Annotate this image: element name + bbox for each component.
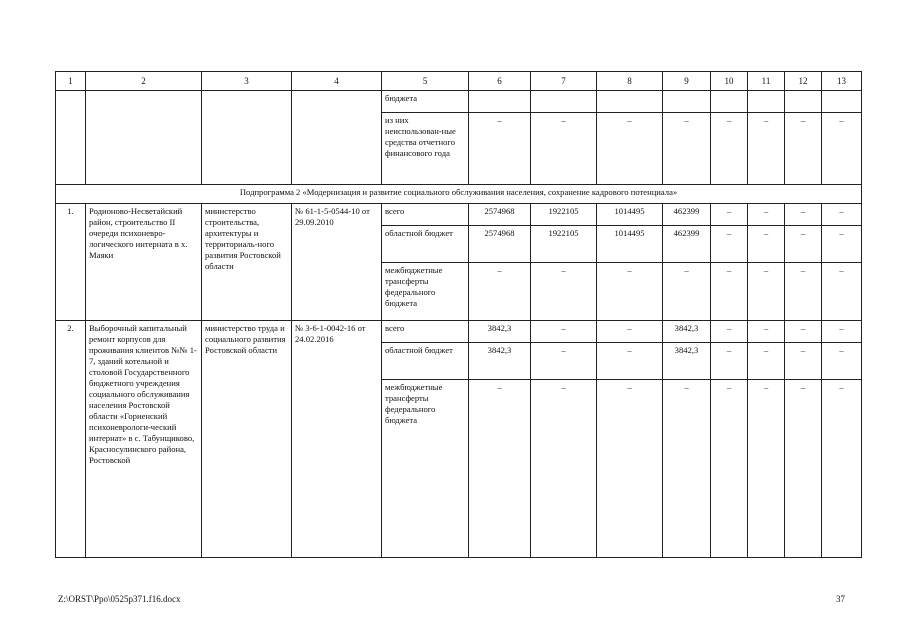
- value-cell: –: [531, 321, 597, 343]
- value-cell: 1922105: [531, 226, 597, 263]
- value-cell: –: [597, 343, 663, 380]
- value-cell: –: [711, 113, 748, 185]
- value-cell: –: [748, 321, 785, 343]
- value-cell: 1922105: [531, 204, 597, 226]
- value-cell: 3842,3: [469, 321, 531, 343]
- cell-empty: [785, 91, 822, 113]
- col-header: 7: [531, 72, 597, 91]
- value-cell: –: [531, 343, 597, 380]
- value-cell: –: [822, 321, 862, 343]
- value-cell: –: [822, 113, 862, 185]
- header-row: [56, 72, 862, 91]
- subprogram-title: Подпрограмма 2 «Модернизация и развитие социального обслуживания населения, сохранение кадрового потенциала»: [56, 185, 862, 204]
- page-number: 37: [836, 594, 845, 604]
- value-cell: 3842,3: [663, 321, 711, 343]
- value-cell: –: [711, 343, 748, 380]
- value-cell: –: [597, 380, 663, 558]
- funding-source-label: всего: [382, 204, 469, 226]
- col-header: 11: [748, 72, 785, 91]
- col-header: 12: [785, 72, 822, 91]
- file-path: Z:\ORST\Ppo\0525p371.f16.docx: [58, 594, 181, 604]
- value-cell: –: [785, 226, 822, 263]
- value-cell: –: [785, 263, 822, 321]
- value-cell: –: [711, 321, 748, 343]
- value-cell: –: [748, 380, 785, 558]
- value-cell: 1014495: [597, 226, 663, 263]
- table-row: [56, 91, 862, 113]
- col-header: 4: [292, 72, 382, 91]
- value-cell: 462399: [663, 204, 711, 226]
- value-cell: –: [748, 204, 785, 226]
- value-cell: –: [663, 263, 711, 321]
- value-cell: –: [785, 204, 822, 226]
- object-name: Выборочный капитальный ремонт корпусов для проживания клиентов №№ 1-7, зданий котельной и столовой Государственного бюджетного учреждения социального обслуживания населения Ростовской области «Гориенский психоневрологи-ческий интернат» в с. Табунщиково, Красносулинского района, Ростовской: [86, 321, 202, 558]
- cell-empty: [292, 91, 382, 185]
- funding-source-label: всего: [382, 321, 469, 343]
- approval-document: № 61-1-5-0544-10 от 29.09.2010: [292, 204, 382, 321]
- col-header: 8: [597, 72, 663, 91]
- item-number: 1.: [56, 204, 86, 321]
- value-cell: –: [748, 343, 785, 380]
- funding-source-label: межбюджетные трансферты федерального бюджета: [382, 263, 469, 321]
- value-cell: –: [822, 263, 862, 321]
- cell-empty: [711, 91, 748, 113]
- col-header: 10: [711, 72, 748, 91]
- value-cell: –: [531, 380, 597, 558]
- funding-source-label: бюджета: [382, 91, 469, 113]
- cell-empty: [663, 91, 711, 113]
- cell-empty: [86, 91, 202, 185]
- funding-source-label: областной бюджет: [382, 343, 469, 380]
- table-row: [56, 204, 862, 226]
- value-cell: 3842,3: [469, 343, 531, 380]
- cell-empty: [531, 91, 597, 113]
- item-number: 2.: [56, 321, 86, 558]
- value-cell: –: [748, 113, 785, 185]
- responsible-org: министерство труда и социального развития Ростовской области: [202, 321, 292, 558]
- col-header: 2: [86, 72, 202, 91]
- value-cell: –: [663, 380, 711, 558]
- col-header: 6: [469, 72, 531, 91]
- value-cell: –: [711, 204, 748, 226]
- value-cell: –: [663, 113, 711, 185]
- funding-source-label: из них неиспользован-ные средства отчетного финансового года: [382, 113, 469, 185]
- col-header: 13: [822, 72, 862, 91]
- value-cell: 2574968: [469, 204, 531, 226]
- col-header: 3: [202, 72, 292, 91]
- col-header: 5: [382, 72, 469, 91]
- value-cell: –: [711, 226, 748, 263]
- value-cell: –: [822, 343, 862, 380]
- value-cell: –: [469, 380, 531, 558]
- value-cell: –: [597, 113, 663, 185]
- value-cell: –: [785, 343, 822, 380]
- value-cell: –: [711, 263, 748, 321]
- funding-source-label: межбюджетные трансферты федерального бюджета: [382, 380, 469, 558]
- cell-empty: [469, 91, 531, 113]
- responsible-org: министерство строительства, архитектуры и территориаль-ного развития Ростовской области: [202, 204, 292, 321]
- value-cell: –: [469, 263, 531, 321]
- col-header: 1: [56, 72, 86, 91]
- value-cell: 1014495: [597, 204, 663, 226]
- value-cell: –: [822, 204, 862, 226]
- value-cell: –: [531, 263, 597, 321]
- cell-empty: [56, 91, 86, 185]
- cell-empty: [822, 91, 862, 113]
- table-row: [56, 321, 862, 343]
- value-cell: –: [469, 113, 531, 185]
- value-cell: –: [748, 263, 785, 321]
- value-cell: –: [597, 321, 663, 343]
- value-cell: –: [531, 113, 597, 185]
- program-table: [55, 71, 862, 558]
- value-cell: –: [785, 321, 822, 343]
- value-cell: 3842,3: [663, 343, 711, 380]
- value-cell: –: [822, 226, 862, 263]
- value-cell: –: [785, 113, 822, 185]
- col-header: 9: [663, 72, 711, 91]
- subprogram-row: [56, 185, 862, 204]
- value-cell: –: [785, 380, 822, 558]
- cell-empty: [202, 91, 292, 185]
- approval-document: № 3-6-1-0042-16 от 24.02.2016: [292, 321, 382, 558]
- object-name: Родионово-Несветайский район, строительство II очереди психоневро-логического интерната в х. Маяки: [86, 204, 202, 321]
- value-cell: –: [748, 226, 785, 263]
- cell-empty: [597, 91, 663, 113]
- funding-source-label: областной бюджет: [382, 226, 469, 263]
- value-cell: –: [822, 380, 862, 558]
- value-cell: 2574968: [469, 226, 531, 263]
- value-cell: –: [711, 380, 748, 558]
- value-cell: –: [597, 263, 663, 321]
- cell-empty: [748, 91, 785, 113]
- value-cell: 462399: [663, 226, 711, 263]
